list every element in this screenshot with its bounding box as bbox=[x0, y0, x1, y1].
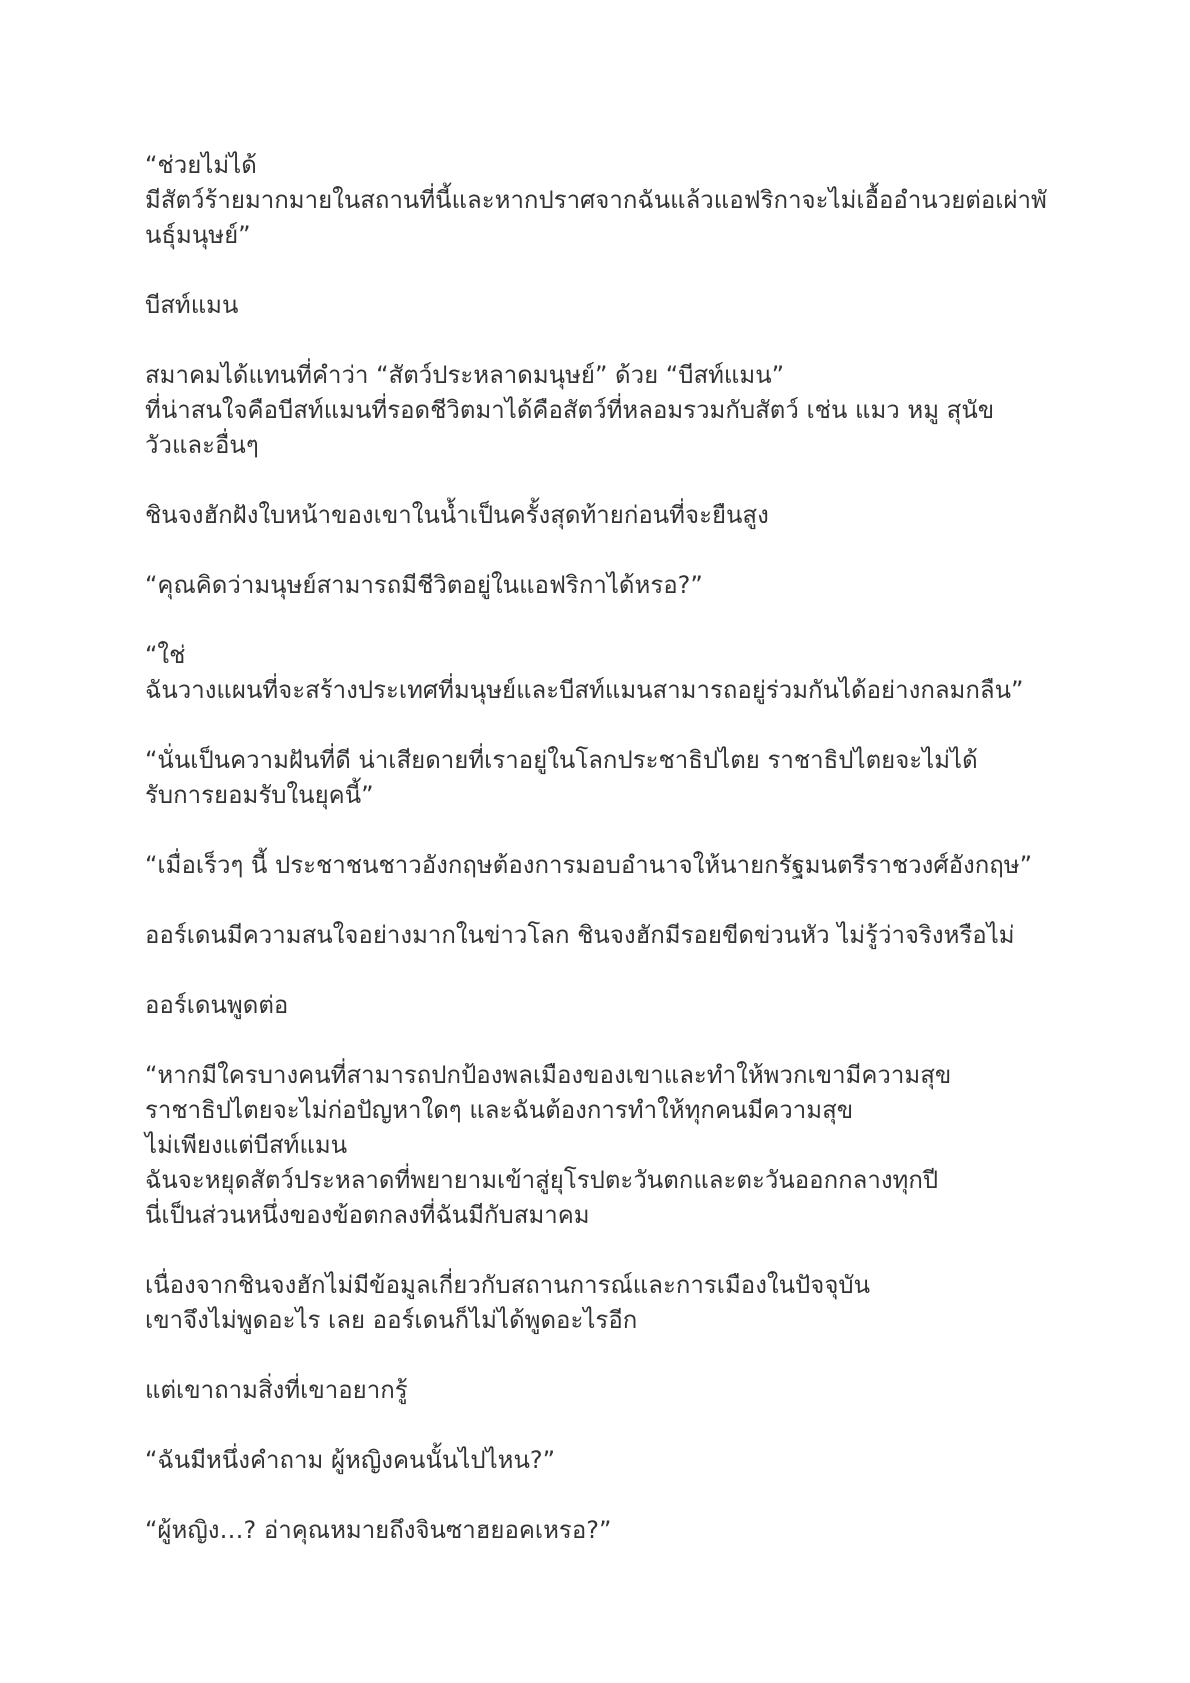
paragraph-6: “ใช่ ฉันวางแผนที่จะสร้างประเทศที่มนุษย์และบีสท์แมนสามารถอยู่ร่วมกันได้อย่างกลมกลืน” bbox=[145, 641, 1024, 704]
paragraph-2: บีสท์แมน bbox=[145, 291, 239, 319]
paragraph-14: “ฉันมีหนึ่งคำถาม ผู้หญิงคนนั้นไปไหน?” bbox=[145, 1446, 556, 1474]
paragraph-11: “หากมีใครบางคนที่สามารถปกป้องพลเมืองของเขาและทำให้พวกเขามีความสุข ราชาธิปไตยจะไม่ก่อปัญหาใดๆ และฉันต้องการทำให้ทุกคนมีความสุข ไม่เพียงแต่บีสท์แมน ฉันจะหยุดสัตว์ประหลาดที่พยายามเข้าสู่ยุโรปตะวันตกและตะวันออกกลางทุกปี นี่เป็นส่วนหนึ่งของข้อตกลงที่ฉันมีกับสมาคม bbox=[145, 1061, 952, 1229]
paragraph-10: ออร์เดนพูดต่อ bbox=[145, 991, 289, 1019]
paragraph-8: “เมื่อเร็วๆ นี้ ประชาชนชาวอังกฤษต้องการมอบอำนาจให้นายกรัฐมนตรีราชวงศ์อังกฤษ” bbox=[145, 851, 1033, 879]
paragraph-9: ออร์เดนมีความสนใจอย่างมากในข่าวโลก ชินจงฮักมีรอยขีดข่วนหัว ไม่รู้ว่าจริงหรือไม่ bbox=[145, 921, 1015, 949]
paragraph-4: ชินจงฮักฝังใบหน้าของเขาในน้ำเป็นครั้งสุดท้ายก่อนที่จะยืนสูง bbox=[145, 501, 769, 529]
paragraph-1: “ช่วยไม่ได้ มีสัตว์ร้ายมากมายในสถานที่นี้และหากปราศจากฉันแล้วแอฟริกาจะไม่เอื้ออำนวยต่อเผ่าพั นธุ์มนุษย์” bbox=[145, 151, 1047, 249]
paragraph-3: สมาคมได้แทนที่คำว่า “สัตว์ประหลาดมนุษย์” ด้วย “บีสท์แมน” ที่น่าสนใจคือบีสท์แมนที่รอดชีวิตมาได้คือสัตว์ที่หลอมรวมกับสัตว์ เช่น แมว หมู สุนัข วัวและอื่นๆ bbox=[145, 361, 995, 459]
paragraph-12: เนื่องจากชินจงฮักไม่มีข้อมูลเกี่ยวกับสถานการณ์และการเมืองในปัจจุบัน เขาจึงไม่พูดอะไร เลย ออร์เดนก็ไม่ได้พูดอะไรอีก bbox=[145, 1271, 871, 1334]
paragraph-15: “ผู้หญิง…? อ่าคุณหมายถึงจินซาฮยอคเหรอ?” bbox=[145, 1516, 612, 1544]
paragraph-5: “คุณคิดว่ามนุษย์สามารถมีชีวิตอยู่ในแอฟริกาได้หรอ?” bbox=[145, 571, 703, 599]
paragraph-13: แต่เขาถามสิ่งที่เขาอยากรู้ bbox=[145, 1376, 408, 1404]
paragraph-7: “นั่นเป็นความฝันที่ดี น่าเสียดายที่เราอยู่ในโลกประชาธิปไตย ราชาธิปไตยจะไม่ได้ รับการยอมรับในยุคนี้” bbox=[145, 746, 978, 809]
